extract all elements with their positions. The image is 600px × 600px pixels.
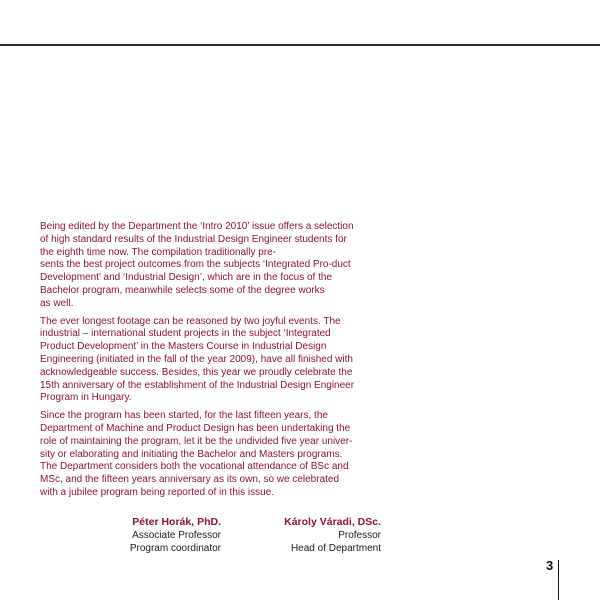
- page-number: 3: [546, 558, 554, 573]
- signatory-role: Program coordinator: [129, 543, 221, 554]
- page-number-rule: [558, 560, 559, 600]
- paragraph-3: [40, 410, 385, 500]
- text-line: acknowledgeable success. Besides, this year we proudly celebrate the: [40, 366, 353, 378]
- text-line: The Department considers both the vocational attendance of BSc and: [40, 461, 349, 473]
- signatory-title: Associate Professor: [132, 530, 221, 541]
- text-line: Product Development’ in the Masters Course in Industrial Design: [40, 341, 327, 353]
- text-line: Engineering (initiated in the fall of the year 2009), have all finished with: [40, 353, 353, 365]
- text-line: Bachelor program, meanwhile selects some of the degree works: [40, 284, 325, 296]
- text-line: 15th anniversary of the establishment of the Industrial Design Engineer: [40, 379, 355, 391]
- signature-block-horak: [130, 515, 221, 555]
- text-line: Development’ and ‘Industrial Design’, which are in the focus of the: [40, 272, 333, 284]
- text-line: with a jubilee program being reported of in this issue.: [40, 486, 275, 498]
- text-line: industrial – international student projects in the subject ‘Integrated: [40, 328, 331, 340]
- text-line: sity or elaborating and initiating the Bachelor and Masters programs.: [40, 448, 343, 460]
- text-line: of high standard results of the Industrial Design Engineer students for: [40, 233, 347, 245]
- body-text: [40, 221, 385, 505]
- signatory-title: Professor: [338, 530, 381, 541]
- signature-block-varadi: [284, 515, 381, 555]
- signatory-name: Károly Váradi, DSc.: [284, 516, 381, 528]
- text-line: The ever longest footage can be reasoned by two joyful events. The: [40, 315, 341, 327]
- paragraph-1: [40, 221, 385, 311]
- text-line: MSc, and the fifteen years anniversary as its own, so we celebrated: [40, 474, 340, 486]
- text-line: Department of Machine and Product Design has been undertaking the: [40, 422, 351, 434]
- text-line: as well.: [40, 297, 74, 309]
- text-line: the eighth time now. The compilation traditionally pre-: [40, 246, 277, 258]
- header-rule: [0, 44, 600, 46]
- text-line: Program in Hungary.: [40, 392, 132, 404]
- text-line: Being edited by the Department the ‘Intro 2010’ issue offers a selection: [40, 221, 354, 232]
- text-line: Since the program has been started, for the last fifteen years, the: [40, 410, 328, 422]
- text-line: role of maintaining the program, let it be the undivided five year univer-: [40, 435, 353, 447]
- text-line: sents the best project outcomes from the subjects ‘Integrated Pro-duct: [40, 259, 351, 271]
- signatory-role: Head of Department: [290, 543, 381, 554]
- paragraph-2: [40, 316, 385, 406]
- signatory-name: Péter Horák, PhD.: [132, 516, 221, 528]
